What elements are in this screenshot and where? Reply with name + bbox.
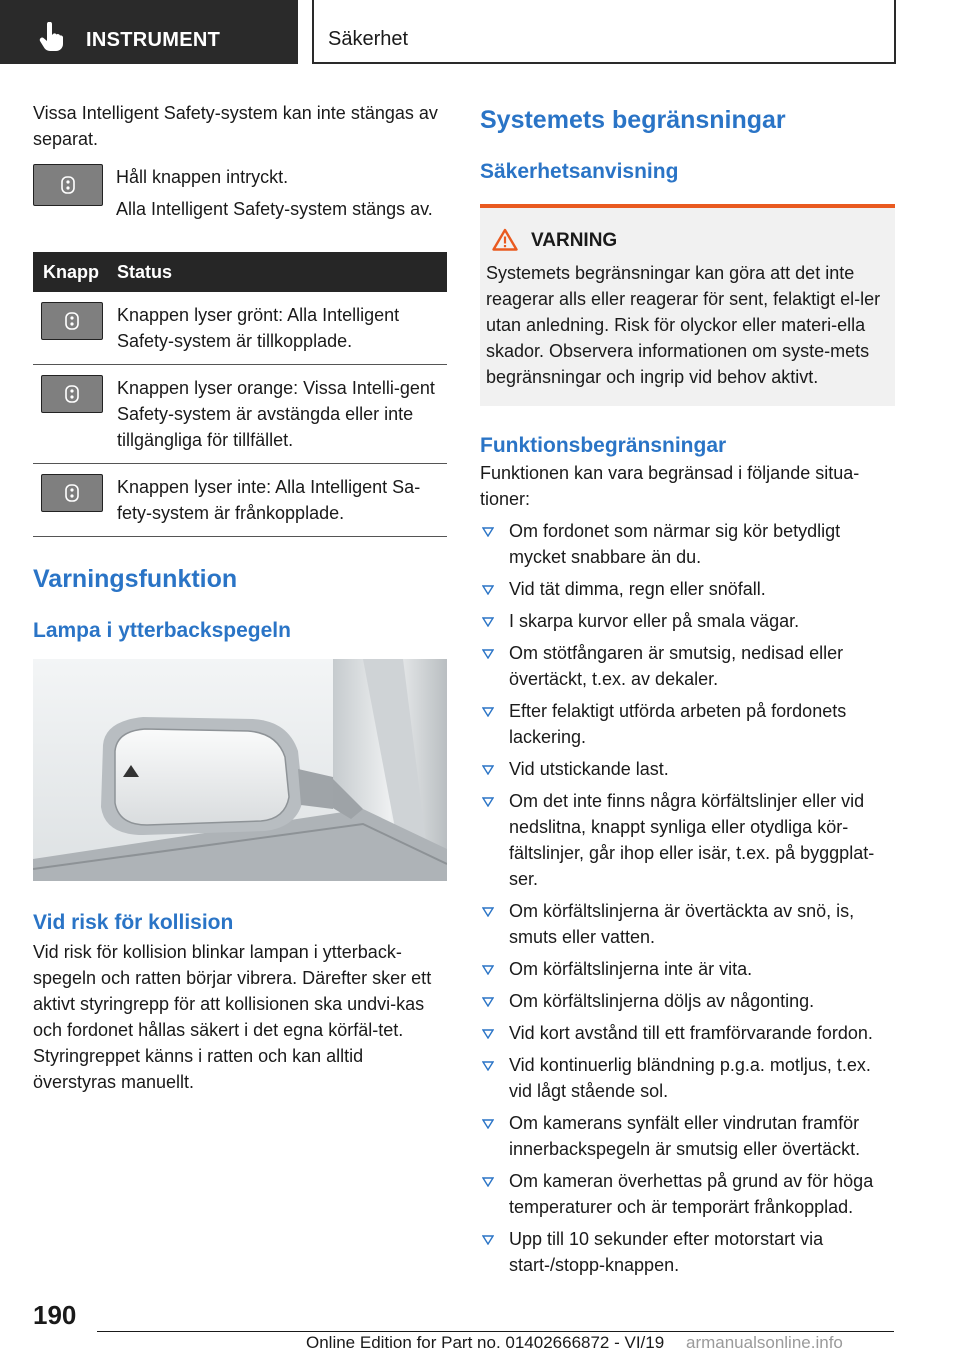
footer-divider xyxy=(97,1331,894,1332)
triangle-bullet-icon xyxy=(482,797,494,807)
list-item: Om körfältslinjerna döljs av någonting. xyxy=(480,988,895,1014)
safety-button-icon xyxy=(41,474,103,512)
heading-system-limits: Systemets begränsningar xyxy=(480,106,786,134)
list-item: Vid tät dimma, regn eller snöfall. xyxy=(480,576,895,602)
triangle-bullet-icon xyxy=(482,617,494,627)
section-tab xyxy=(0,0,298,64)
list-item: Om stötfångaren är smutsig, nedisad eller övertäckt, t.ex. av dekaler. xyxy=(480,640,895,692)
table-row xyxy=(33,365,447,464)
safety-button-icon xyxy=(33,164,103,206)
hand-pointer-icon xyxy=(38,22,64,52)
table-cell-status: Knappen lyser orange: Vissa Intelli-gent Safety-system är avstängda eller inte tillgängliga för tillfället. xyxy=(117,365,447,464)
list-item: Efter felaktigt utförda arbeten på fordonets lackering. xyxy=(480,698,895,750)
warning-triangle-icon xyxy=(492,228,518,251)
list-item: Vid kort avstånd till ett framförvarande fordon. xyxy=(480,1020,895,1046)
page-title-box xyxy=(312,0,896,64)
heading-collision-risk: Vid risk för kollision xyxy=(33,911,234,934)
triangle-bullet-icon xyxy=(482,1029,494,1039)
watermark-text: armanualsonline.info xyxy=(686,1333,843,1352)
triangle-bullet-icon xyxy=(482,997,494,1007)
right-column xyxy=(480,100,895,1278)
hold-line-1: Håll knappen intryckt. xyxy=(116,167,289,187)
hold-button-instruction xyxy=(33,164,447,226)
triangle-bullet-icon xyxy=(482,965,494,975)
triangle-bullet-icon xyxy=(482,765,494,775)
list-item: Om kameran överhettas på grund av för höga temperaturer och är temporärt frånkopplad. xyxy=(480,1168,895,1220)
triangle-bullet-icon xyxy=(482,527,494,537)
heading-function-limits: Funktionsbegränsningar xyxy=(480,434,727,457)
triangle-bullet-icon xyxy=(482,1235,494,1245)
page-title: Säkerhet xyxy=(328,28,409,50)
list-item: Om körfältslinjerna inte är vita. xyxy=(480,956,895,982)
heading-safety-note: Säkerhetsanvisning xyxy=(480,160,679,183)
button-status-table xyxy=(33,252,447,537)
table-row xyxy=(33,292,447,365)
list-item: Om kamerans synfält eller vindrutan framför innerbackspegeln är smutsig eller övertäckt. xyxy=(480,1110,895,1162)
list-item: Vid kontinuerlig bländning p.g.a. motljus, t.ex. vid lågt stående sol. xyxy=(480,1052,895,1104)
table-header-status: Status xyxy=(117,252,447,292)
table-cell-status: Knappen lyser inte: Alla Intelligent Sa-fety-system är frånkopplade. xyxy=(117,464,447,537)
triangle-bullet-icon xyxy=(482,1061,494,1071)
table-cell-status: Knappen lyser grönt: Alla Intelligent Safety-system är tillkopplade. xyxy=(117,292,447,365)
left-column xyxy=(33,100,447,1095)
triangle-bullet-icon xyxy=(482,1177,494,1187)
triangle-bullet-icon xyxy=(482,907,494,917)
triangle-bullet-icon xyxy=(482,707,494,717)
safety-button-icon xyxy=(41,302,103,340)
collision-text: Vid risk för kollision blinkar lampan i ytterback-spegeln och ratten börjar vibrera. Därefter sker ett aktivt styringrepp för att kollisionen ska undvi-kas och fordonet hållas säkert i det egna körfäl-tet. Styringreppet känns i ratten och kan alltid överstyras manuellt. xyxy=(33,942,432,1092)
page-number: 190 xyxy=(33,1300,77,1330)
mirror-illustration xyxy=(33,659,447,881)
triangle-bullet-icon xyxy=(482,1119,494,1129)
table-row xyxy=(33,464,447,537)
warning-box xyxy=(480,204,895,406)
warning-text: Systemets begränsningar kan göra att det inte reagerar alls eller reagerar för sent, felaktigt el-ler utan anledning. Risk för olyckor eller materi-ella skador. Observera informationen om syste-mets begränsningar och ingrip vid behov aktivt. xyxy=(486,263,881,387)
list-item: Om det inte finns några körfältslinjer eller vid nedslitna, knappt synliga eller otydliga kör-fältslinjer, går ihop eller isär, t.ex. på byggplat-ser. xyxy=(480,788,895,892)
function-intro: Funktionen kan vara begränsad i följande situa-tioner: xyxy=(480,463,860,509)
edition-text: Online Edition for Part no. 01402666872 - VI/19 xyxy=(306,1333,665,1352)
list-item: I skarpa kurvor eller på smala vägar. xyxy=(480,608,895,634)
safety-button-icon xyxy=(41,375,103,413)
list-item: Vid utstickande last. xyxy=(480,756,895,782)
section-label: INSTRUMENT xyxy=(86,29,221,51)
heading-warning-function: Varningsfunktion xyxy=(33,565,238,593)
triangle-bullet-icon xyxy=(482,649,494,659)
heading-mirror-lamp: Lampa i ytterbackspegeln xyxy=(33,619,291,642)
table-header-button: Knapp xyxy=(33,252,117,292)
triangle-bullet-icon xyxy=(482,585,494,595)
list-item: Om fordonet som närmar sig kör betydligt mycket snabbare än du. xyxy=(480,518,895,570)
hold-line-2: Alla Intelligent Safety-system stängs av. xyxy=(116,199,433,219)
list-item: Om körfältslinjerna är övertäckta av snö, is, smuts eller vatten. xyxy=(480,898,895,950)
warning-title: VARNING xyxy=(531,230,618,251)
list-item: Upp till 10 sekunder efter motorstart via start-/stopp-knappen. xyxy=(480,1226,895,1278)
limitations-list xyxy=(480,518,895,1278)
intro-text: Vissa Intelligent Safety-system kan inte stängas av separat. xyxy=(33,103,438,149)
